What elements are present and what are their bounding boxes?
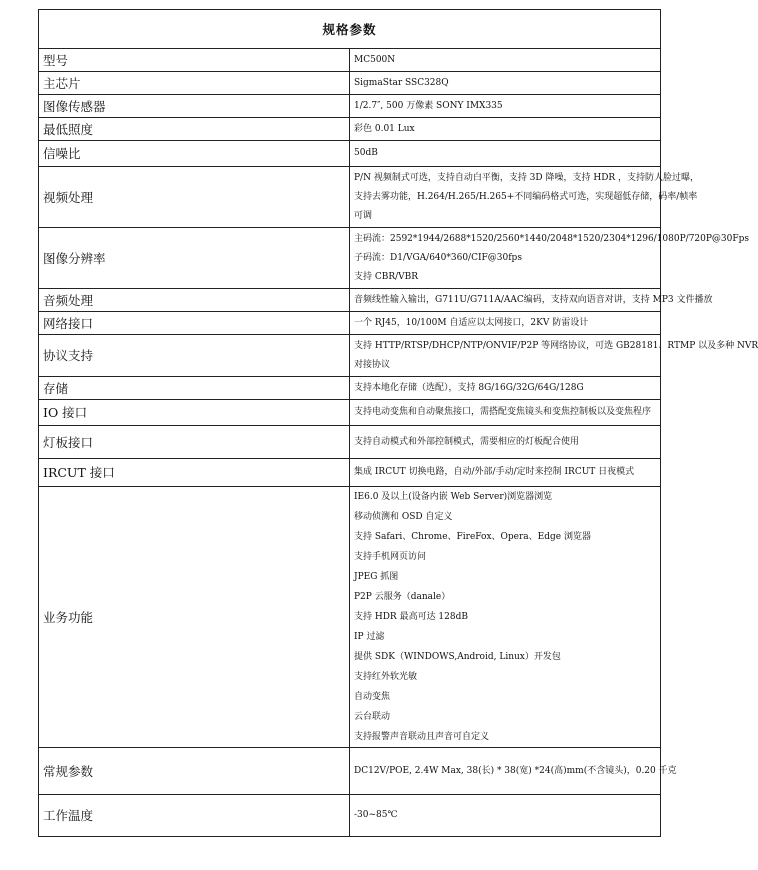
table-row [39, 335, 661, 377]
table-row [39, 228, 661, 289]
row-value-snr: 50dB [350, 141, 661, 167]
list-item: P2P 云服务（danale） [354, 592, 451, 602]
table-row [39, 312, 661, 335]
row-label-protocol: 协议支持 [39, 335, 350, 377]
row-value-io: 支持电动变焦和自动聚焦接口，需搭配变焦镜头和变焦控制板以及变焦程序 [350, 400, 661, 426]
row-label-general: 常规参数 [39, 748, 350, 795]
row-label-audio: 音频处理 [39, 289, 350, 312]
list-item: JPEG 抓图 [354, 572, 399, 582]
row-value-network: 一个 RJ45，10/100M 自适应以太网接口，2KV 防雷设计 [350, 312, 661, 335]
table-row [39, 459, 661, 487]
table-row [39, 400, 661, 426]
list-item: 支持报警声音联动且声音可自定义 [354, 732, 490, 742]
list-item: 移动侦测和 OSD 自定义 [354, 512, 453, 522]
table-row [39, 95, 661, 118]
table-row [39, 289, 661, 312]
list-item: 支持手机网页访问 [354, 552, 427, 562]
row-value-min-illumination: 彩色 0.01 Lux [350, 118, 661, 141]
row-value-sensor: 1/2.7″, 500 万像素 SONY IMX335 [350, 95, 661, 118]
row-value-ircut: 集成 IRCUT 切换电路，自动/外部/手动/定时来控制 IRCUT 日夜模式 [350, 459, 661, 487]
row-value-storage: 支持本地化存储（选配），支持 8G/16G/32G/64G/128G [350, 377, 661, 400]
row-label-snr: 信噪比 [39, 141, 350, 167]
list-item: 支持红外软光敏 [354, 672, 418, 682]
row-label-storage: 存储 [39, 377, 350, 400]
list-item: IP 过滤 [354, 632, 385, 642]
row-value-light-board: 支持自动模式和外部控制模式，需要相应的灯板配合使用 [350, 426, 661, 459]
row-label-min-illumination: 最低照度 [39, 118, 350, 141]
row-value-features [350, 487, 661, 748]
table-row [39, 118, 661, 141]
row-value-model: MC500N [350, 49, 661, 72]
row-label-sensor: 图像传感器 [39, 95, 350, 118]
list-item: IE6.0 及以上(设备内嵌 Web Server)浏览器浏览 [354, 492, 553, 502]
row-label-ircut: IRCUT 接口 [39, 459, 350, 487]
row-value-chip: SigmaStar SSC328Q [350, 72, 661, 95]
table-row [39, 426, 661, 459]
spec-table [38, 9, 758, 837]
row-value-video-processing: P/N 视频制式可选，支持自动白平衡，支持 3D 降噪，支持 HDR ，支持防人脸过曝， 支持去雾功能，H.264/H.265/H.265+不同编码格式可选，实现超低存储，码率/帧率 可调 [350, 167, 661, 228]
row-label-network: 网络接口 [39, 312, 350, 335]
row-value-protocol: 支持 HTTP/RTSP/DHCP/NTP/ONVIF/P2P 等网络协议，可选 GB28181、RTMP 以及多种 NVR 对接协议 [350, 335, 661, 377]
row-label-video-processing: 视频处理 [39, 167, 350, 228]
list-item: 支持 Safari、Chrome、FireFox、Opera、Edge 浏览器 [354, 532, 591, 542]
list-item: 云台联动 [354, 712, 391, 722]
row-label-model: 型号 [39, 49, 350, 72]
list-item: 自动变焦 [354, 692, 391, 702]
row-label-light-board: 灯板接口 [39, 426, 350, 459]
row-label-temperature: 工作温度 [39, 795, 350, 837]
row-label-io: IO 接口 [39, 400, 350, 426]
row-value-temperature: -30~85℃ [350, 795, 661, 837]
table-row [39, 141, 661, 167]
list-item: 提供 SDK（WINDOWS,Android, Linux）开发包 [354, 652, 561, 662]
row-label-resolution: 图像分辨率 [39, 228, 350, 289]
table-row [39, 49, 661, 72]
row-value-resolution: 主码流：2592*1944/2688*1520/2560*1440/2048*1520/2304*1296/1080P/720P@30Fps 子码流：D1/VGA/640*360/CIF@30fps 支持 CBR/VBR [350, 228, 661, 289]
row-label-chip: 主芯片 [39, 72, 350, 95]
table-row [39, 795, 661, 837]
table-row [39, 72, 661, 95]
spec-title: 规格参数 [39, 10, 661, 49]
row-value-general: DC12V/POE, 2.4W Max, 38(长) * 38(宽) *24(高)mm(不含镜头)，0.20 千克 [350, 748, 661, 795]
row-value-audio: 音频线性输入输出，G711U/G711A/AAC编码，支持双向语音对讲，支持 MP3 文件播放 [350, 289, 661, 312]
table-row [39, 377, 661, 400]
list-item: 支持 HDR 最高可达 128dB [354, 612, 468, 622]
row-label-features: 业务功能 [39, 487, 350, 748]
title-row [39, 10, 661, 49]
table-row [39, 487, 661, 748]
table-row [39, 748, 661, 795]
table-row [39, 167, 661, 228]
